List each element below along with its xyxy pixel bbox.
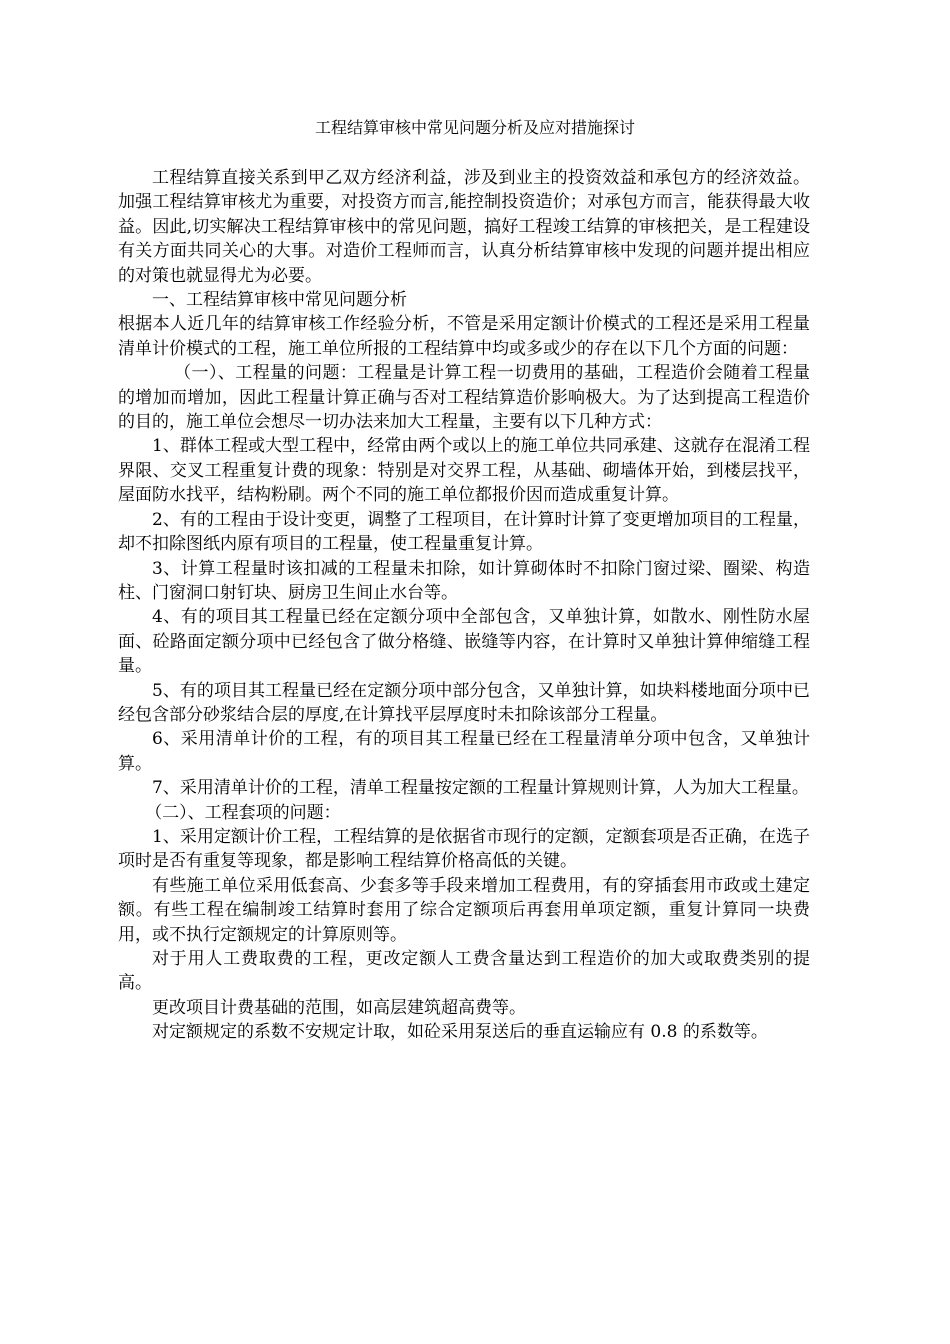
subsection-heading-quantity: （一）、工程量的问题：工程量是计算工程一切费用的基础，工程造价会随着工程量的增加而增加，因此工程量计算正确与否对工程结算造价影响极大。为了达到提高工程造价的目的，施工单位会想尽一切办法来加大工程量，主要有以下几种方式：	[118, 363, 810, 433]
list-item-quantity-7: 7、采用清单计价的工程，清单工程量按定额的工程量计算规则计算，人为加大工程量。	[152, 778, 809, 799]
paragraph-overview: 根据本人近几年的结算审核工作经验分析，不管是采用定额计价模式的工程还是采用工程量清单计价模式的工程，施工单位所报的工程结算中均或多或少的存在以下几个方面的问题：	[118, 314, 810, 359]
list-item-matching-1: 1、采用定额计价工程，工程结算的是依据省市现行的定额，定额套项是否正确，在选子项时是否有重复等现象，都是影响工程结算价格高低的关键。	[118, 826, 810, 872]
section-heading-1: 一、工程结算审核中常见问题分析	[152, 290, 407, 311]
subsection-heading-item-matching: （二）、工程套项的问题：	[145, 802, 341, 823]
list-item-quantity-6: 6、采用清单计价的工程，有的项目其工程量已经在工程量清单分项中包含，又单独计算。	[118, 729, 810, 774]
list-item-quantity-3: 3、计算工程量时该扣减的工程量未扣除，如计算砌体时不扣除门窗过梁、圈梁、构造柱、门窗洞口射钉块、厨房卫生间止水台等。	[118, 558, 810, 603]
paragraph-labor-fee: 对于用人工费取费的工程，更改定额人工费含量达到工程造价的加大或取费类别的提高。	[118, 949, 810, 994]
document-body	[118, 166, 810, 1045]
list-item-quantity-1: 1、群体工程或大型工程中，经常由两个或以上的施工单位共同承建、这就存在混淆工程界限、交叉工程重复计费的现象：特别是对交界工程，从基础、砌墙体开始，到楼层找平，屋面防水找平，结构粉刷。两个不同的施工单位都报价因而造成重复计算。	[118, 436, 810, 506]
paragraph-intro: 工程结算直接关系到甲乙双方经济利益，涉及到业主的投资效益和承包方的经济效益。加强工程结算审核尤为重要，对投资方而言,能控制投资造价；对承包方而言，能获得最大收益。因此,切实解决工程结算审核中的常见问题，搞好工程竣工结算的审核把关，是工程建设有关方面共同关心的大事。对造价工程师而言，认真分析结算审核中发现的问题并提出相应的对策也就显得尤为必要。	[118, 168, 810, 286]
paragraph-matching-tricks: 有些施工单位采用低套高、少套多等手段来增加工程费用，有的穿插套用市政或土建定额。有些工程在编制竣工结算时套用了综合定额项后再套用单项定额，重复计算同一块费用，或不执行定额规定的计算原则等。	[118, 875, 810, 945]
list-item-quantity-4: 4、有的项目其工程量已经在定额分项中全部包含，又单独计算，如散水、刚性防水屋面、砼路面定额分项中已经包含了做分格缝、嵌缝等内容，在计算时又单独计算伸缩缝工程量。	[118, 607, 810, 677]
paragraph-fee-basis: 更改项目计费基础的范围，如高层建筑超高费等。	[152, 997, 526, 1018]
list-item-quantity-5: 5、有的项目其工程量已经在定额分项中部分包含，又单独计算，如块料楼地面分项中已经包含部分砂浆结合层的厚度,在计算找平层厚度时未扣除该部分工程量。	[118, 680, 810, 725]
list-item-quantity-2: 2、有的工程由于设计变更，调整了工程项目，在计算时计算了变更增加项目的工程量，却不扣除图纸内原有项目的工程量，使工程量重复计算。	[118, 509, 810, 555]
document-title: 工程结算审核中常见问题分析及应对措施探讨	[314, 118, 635, 137]
paragraph-coefficient: 对定额规定的系数不安规定计取，如砼采用泵送后的垂直运输应有 0.8 的系数等。	[152, 1022, 768, 1043]
